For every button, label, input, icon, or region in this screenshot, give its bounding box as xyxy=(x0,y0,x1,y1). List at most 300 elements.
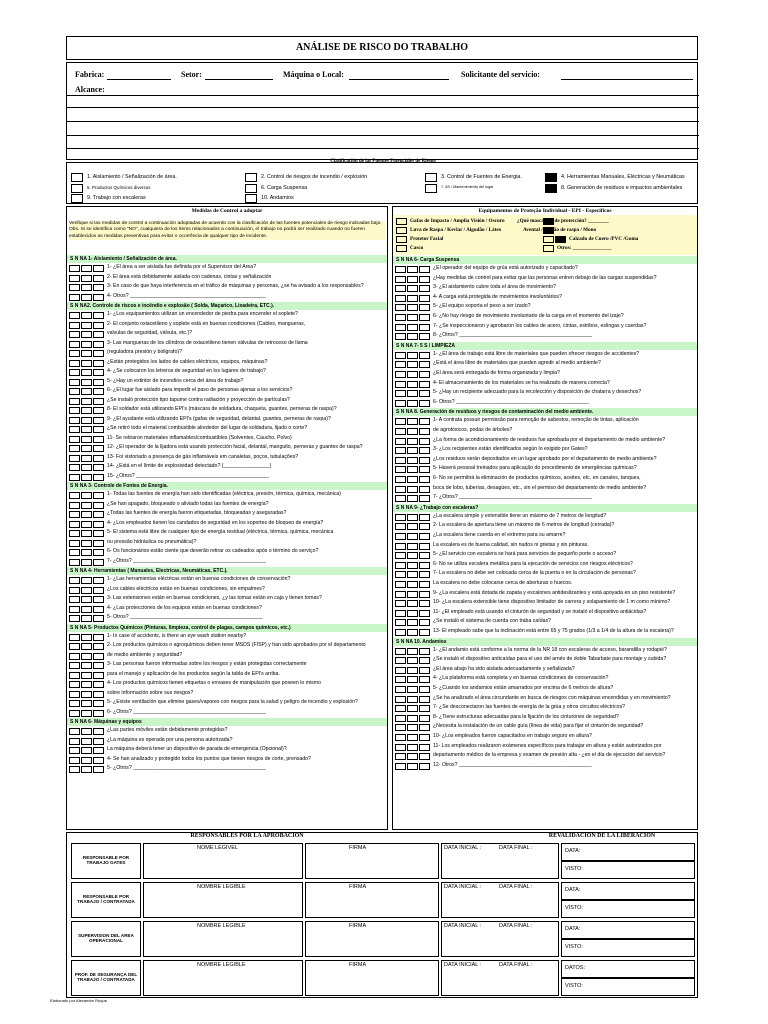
no-checkbox[interactable] xyxy=(407,600,418,607)
no-checkbox[interactable] xyxy=(81,398,92,405)
epi-checkbox-cinto[interactable] xyxy=(543,236,554,243)
checkbox-8[interactable] xyxy=(545,184,557,193)
no-checkbox[interactable] xyxy=(81,455,92,462)
yes-checkbox[interactable] xyxy=(69,710,80,717)
no-checkbox[interactable] xyxy=(407,276,418,283)
na-checkbox[interactable] xyxy=(419,763,430,770)
yes-checkbox[interactable] xyxy=(69,549,80,556)
na-checkbox[interactable] xyxy=(419,696,430,703)
na-checkbox[interactable] xyxy=(419,361,430,368)
na-checkbox[interactable] xyxy=(419,314,430,321)
yes-checkbox[interactable] xyxy=(69,388,80,395)
na-checkbox[interactable] xyxy=(419,686,430,693)
no-checkbox[interactable] xyxy=(407,657,418,664)
na-checkbox[interactable] xyxy=(93,700,104,707)
na-checkbox[interactable] xyxy=(419,753,430,760)
no-checkbox[interactable] xyxy=(407,744,418,751)
na-checkbox[interactable] xyxy=(419,552,430,559)
yes-checkbox[interactable] xyxy=(395,696,406,703)
yes-checkbox[interactable] xyxy=(395,447,406,454)
no-checkbox[interactable] xyxy=(407,352,418,359)
no-checkbox[interactable] xyxy=(407,438,418,445)
yes-checkbox[interactable] xyxy=(69,417,80,424)
na-checkbox[interactable] xyxy=(93,474,104,481)
yes-checkbox[interactable] xyxy=(395,523,406,530)
na-checkbox[interactable] xyxy=(93,577,104,584)
yes-checkbox[interactable] xyxy=(69,738,80,745)
yes-checkbox[interactable] xyxy=(395,476,406,483)
no-checkbox[interactable] xyxy=(81,530,92,537)
no-checkbox[interactable] xyxy=(81,265,92,272)
na-checkbox[interactable] xyxy=(93,426,104,433)
na-checkbox[interactable] xyxy=(93,436,104,443)
fabrica-field[interactable] xyxy=(107,79,171,80)
na-checkbox[interactable] xyxy=(419,495,430,502)
no-checkbox[interactable] xyxy=(407,648,418,655)
yes-checkbox[interactable] xyxy=(395,724,406,731)
no-checkbox[interactable] xyxy=(407,591,418,598)
yes-checkbox[interactable] xyxy=(69,322,80,329)
na-checkbox[interactable] xyxy=(93,369,104,376)
yes-checkbox[interactable] xyxy=(69,653,80,660)
no-checkbox[interactable] xyxy=(81,407,92,414)
na-checkbox[interactable] xyxy=(419,333,430,340)
no-checkbox[interactable] xyxy=(81,549,92,556)
na-checkbox[interactable] xyxy=(93,388,104,395)
yes-checkbox[interactable] xyxy=(395,686,406,693)
no-checkbox[interactable] xyxy=(407,629,418,636)
no-checkbox[interactable] xyxy=(81,312,92,319)
epi-checkbox-luva[interactable] xyxy=(396,227,407,234)
na-checkbox[interactable] xyxy=(93,445,104,452)
yes-checkbox[interactable] xyxy=(395,562,406,569)
yes-checkbox[interactable] xyxy=(395,543,406,550)
no-checkbox[interactable] xyxy=(81,728,92,735)
checkbox-6[interactable] xyxy=(245,184,257,193)
no-checkbox[interactable] xyxy=(407,457,418,464)
na-checkbox[interactable] xyxy=(93,596,104,603)
yes-checkbox[interactable] xyxy=(395,438,406,445)
yes-checkbox[interactable] xyxy=(395,581,406,588)
yes-checkbox[interactable] xyxy=(69,436,80,443)
checkbox-2[interactable] xyxy=(245,173,257,182)
no-checkbox[interactable] xyxy=(81,606,92,613)
no-checkbox[interactable] xyxy=(407,696,418,703)
na-checkbox[interactable] xyxy=(419,610,430,617)
no-checkbox[interactable] xyxy=(81,436,92,443)
yes-checkbox[interactable] xyxy=(69,577,80,584)
yes-checkbox[interactable] xyxy=(69,398,80,405)
yes-checkbox[interactable] xyxy=(69,369,80,376)
na-checkbox[interactable] xyxy=(419,447,430,454)
yes-checkbox[interactable] xyxy=(395,610,406,617)
alcance-line-5[interactable] xyxy=(67,148,699,149)
na-checkbox[interactable] xyxy=(419,667,430,674)
alcance-line-3[interactable] xyxy=(67,121,699,122)
no-checkbox[interactable] xyxy=(407,324,418,331)
yes-checkbox[interactable] xyxy=(69,331,80,338)
na-checkbox[interactable] xyxy=(93,455,104,462)
solicitante-field[interactable] xyxy=(561,79,693,80)
yes-checkbox[interactable] xyxy=(395,591,406,598)
na-checkbox[interactable] xyxy=(93,398,104,405)
yes-checkbox[interactable] xyxy=(69,341,80,348)
yes-checkbox[interactable] xyxy=(395,333,406,340)
na-checkbox[interactable] xyxy=(93,312,104,319)
checkbox-9[interactable] xyxy=(71,194,83,203)
maquina-field[interactable] xyxy=(349,79,449,80)
yes-checkbox[interactable] xyxy=(69,691,80,698)
no-checkbox[interactable] xyxy=(407,734,418,741)
yes-checkbox[interactable] xyxy=(69,606,80,613)
yes-checkbox[interactable] xyxy=(395,276,406,283)
yes-checkbox[interactable] xyxy=(69,681,80,688)
epi-checkbox-casco[interactable] xyxy=(396,245,407,252)
no-checkbox[interactable] xyxy=(407,495,418,502)
no-checkbox[interactable] xyxy=(407,381,418,388)
na-checkbox[interactable] xyxy=(93,265,104,272)
na-checkbox[interactable] xyxy=(419,676,430,683)
yes-checkbox[interactable] xyxy=(69,426,80,433)
yes-checkbox[interactable] xyxy=(69,379,80,386)
na-checkbox[interactable] xyxy=(93,502,104,509)
firma-box[interactable] xyxy=(305,843,439,879)
checkbox-4[interactable] xyxy=(545,173,557,182)
yes-checkbox[interactable] xyxy=(69,615,80,622)
yes-checkbox[interactable] xyxy=(395,457,406,464)
firma-box[interactable] xyxy=(305,921,439,957)
na-checkbox[interactable] xyxy=(419,324,430,331)
yes-checkbox[interactable] xyxy=(395,657,406,664)
epi-checkbox-calzado[interactable] xyxy=(555,236,566,243)
yes-checkbox[interactable] xyxy=(395,495,406,502)
yes-checkbox[interactable] xyxy=(395,753,406,760)
no-checkbox[interactable] xyxy=(407,763,418,770)
no-checkbox[interactable] xyxy=(81,559,92,566)
yes-checkbox[interactable] xyxy=(395,571,406,578)
yes-checkbox[interactable] xyxy=(69,455,80,462)
no-checkbox[interactable] xyxy=(81,322,92,329)
na-checkbox[interactable] xyxy=(93,360,104,367)
no-checkbox[interactable] xyxy=(81,474,92,481)
yes-checkbox[interactable] xyxy=(69,757,80,764)
no-checkbox[interactable] xyxy=(407,715,418,722)
no-checkbox[interactable] xyxy=(81,492,92,499)
yes-checkbox[interactable] xyxy=(69,747,80,754)
yes-checkbox[interactable] xyxy=(69,596,80,603)
yes-checkbox[interactable] xyxy=(69,284,80,291)
na-checkbox[interactable] xyxy=(419,486,430,493)
yes-checkbox[interactable] xyxy=(69,728,80,735)
no-checkbox[interactable] xyxy=(407,533,418,540)
na-checkbox[interactable] xyxy=(93,710,104,717)
na-checkbox[interactable] xyxy=(93,643,104,650)
na-checkbox[interactable] xyxy=(93,681,104,688)
na-checkbox[interactable] xyxy=(419,457,430,464)
no-checkbox[interactable] xyxy=(81,445,92,452)
na-checkbox[interactable] xyxy=(93,634,104,641)
no-checkbox[interactable] xyxy=(81,615,92,622)
no-checkbox[interactable] xyxy=(407,581,418,588)
na-checkbox[interactable] xyxy=(93,341,104,348)
no-checkbox[interactable] xyxy=(407,400,418,407)
no-checkbox[interactable] xyxy=(407,418,418,425)
no-checkbox[interactable] xyxy=(407,571,418,578)
yes-checkbox[interactable] xyxy=(69,766,80,773)
na-checkbox[interactable] xyxy=(419,352,430,359)
na-checkbox[interactable] xyxy=(419,266,430,273)
no-checkbox[interactable] xyxy=(81,341,92,348)
na-checkbox[interactable] xyxy=(419,533,430,540)
no-checkbox[interactable] xyxy=(407,371,418,378)
yes-checkbox[interactable] xyxy=(69,275,80,282)
no-checkbox[interactable] xyxy=(407,686,418,693)
yes-checkbox[interactable] xyxy=(69,511,80,518)
no-checkbox[interactable] xyxy=(407,619,418,626)
yes-checkbox[interactable] xyxy=(395,619,406,626)
reval-date-box[interactable] xyxy=(561,921,695,939)
yes-checkbox[interactable] xyxy=(395,600,406,607)
na-checkbox[interactable] xyxy=(419,418,430,425)
no-checkbox[interactable] xyxy=(81,426,92,433)
na-checkbox[interactable] xyxy=(419,591,430,598)
no-checkbox[interactable] xyxy=(81,691,92,698)
no-checkbox[interactable] xyxy=(407,266,418,273)
checkbox-3[interactable] xyxy=(425,173,437,182)
na-checkbox[interactable] xyxy=(419,629,430,636)
yes-checkbox[interactable] xyxy=(395,715,406,722)
na-checkbox[interactable] xyxy=(419,571,430,578)
no-checkbox[interactable] xyxy=(81,766,92,773)
na-checkbox[interactable] xyxy=(419,543,430,550)
na-checkbox[interactable] xyxy=(419,438,430,445)
no-checkbox[interactable] xyxy=(407,285,418,292)
yes-checkbox[interactable] xyxy=(69,312,80,319)
yes-checkbox[interactable] xyxy=(69,559,80,566)
no-checkbox[interactable] xyxy=(81,350,92,357)
na-checkbox[interactable] xyxy=(93,559,104,566)
no-checkbox[interactable] xyxy=(407,523,418,530)
na-checkbox[interactable] xyxy=(93,284,104,291)
na-checkbox[interactable] xyxy=(93,417,104,424)
no-checkbox[interactable] xyxy=(407,676,418,683)
yes-checkbox[interactable] xyxy=(69,634,80,641)
yes-checkbox[interactable] xyxy=(395,629,406,636)
no-checkbox[interactable] xyxy=(407,705,418,712)
na-checkbox[interactable] xyxy=(419,304,430,311)
yes-checkbox[interactable] xyxy=(395,352,406,359)
yes-checkbox[interactable] xyxy=(395,763,406,770)
na-checkbox[interactable] xyxy=(419,514,430,521)
yes-checkbox[interactable] xyxy=(395,381,406,388)
no-checkbox[interactable] xyxy=(407,543,418,550)
na-checkbox[interactable] xyxy=(93,549,104,556)
na-checkbox[interactable] xyxy=(93,747,104,754)
no-checkbox[interactable] xyxy=(81,747,92,754)
yes-checkbox[interactable] xyxy=(395,295,406,302)
yes-checkbox[interactable] xyxy=(395,533,406,540)
na-checkbox[interactable] xyxy=(419,523,430,530)
no-checkbox[interactable] xyxy=(81,511,92,518)
na-checkbox[interactable] xyxy=(419,744,430,751)
yes-checkbox[interactable] xyxy=(395,514,406,521)
checkbox-7[interactable] xyxy=(425,184,437,193)
na-checkbox[interactable] xyxy=(419,390,430,397)
yes-checkbox[interactable] xyxy=(395,667,406,674)
no-checkbox[interactable] xyxy=(407,610,418,617)
yes-checkbox[interactable] xyxy=(395,361,406,368)
yes-checkbox[interactable] xyxy=(395,744,406,751)
epi-checkbox-gafas[interactable] xyxy=(396,218,407,225)
na-checkbox[interactable] xyxy=(93,331,104,338)
alcance-line-4[interactable] xyxy=(67,135,699,136)
no-checkbox[interactable] xyxy=(81,577,92,584)
no-checkbox[interactable] xyxy=(81,464,92,471)
na-checkbox[interactable] xyxy=(419,657,430,664)
yes-checkbox[interactable] xyxy=(69,464,80,471)
na-checkbox[interactable] xyxy=(419,381,430,388)
no-checkbox[interactable] xyxy=(81,284,92,291)
yes-checkbox[interactable] xyxy=(69,265,80,272)
na-checkbox[interactable] xyxy=(93,766,104,773)
yes-checkbox[interactable] xyxy=(395,705,406,712)
no-checkbox[interactable] xyxy=(81,502,92,509)
na-checkbox[interactable] xyxy=(93,464,104,471)
no-checkbox[interactable] xyxy=(81,275,92,282)
no-checkbox[interactable] xyxy=(81,331,92,338)
no-checkbox[interactable] xyxy=(81,662,92,669)
no-checkbox[interactable] xyxy=(81,360,92,367)
no-checkbox[interactable] xyxy=(407,667,418,674)
no-checkbox[interactable] xyxy=(81,710,92,717)
no-checkbox[interactable] xyxy=(81,417,92,424)
yes-checkbox[interactable] xyxy=(69,672,80,679)
na-checkbox[interactable] xyxy=(419,466,430,473)
na-checkbox[interactable] xyxy=(93,738,104,745)
no-checkbox[interactable] xyxy=(81,738,92,745)
na-checkbox[interactable] xyxy=(93,530,104,537)
no-checkbox[interactable] xyxy=(81,369,92,376)
na-checkbox[interactable] xyxy=(419,476,430,483)
yes-checkbox[interactable] xyxy=(395,304,406,311)
na-checkbox[interactable] xyxy=(419,371,430,378)
no-checkbox[interactable] xyxy=(407,476,418,483)
yes-checkbox[interactable] xyxy=(395,390,406,397)
no-checkbox[interactable] xyxy=(407,295,418,302)
yes-checkbox[interactable] xyxy=(395,552,406,559)
no-checkbox[interactable] xyxy=(81,700,92,707)
no-checkbox[interactable] xyxy=(407,552,418,559)
yes-checkbox[interactable] xyxy=(395,418,406,425)
na-checkbox[interactable] xyxy=(93,606,104,613)
no-checkbox[interactable] xyxy=(81,294,92,301)
yes-checkbox[interactable] xyxy=(69,530,80,537)
yes-checkbox[interactable] xyxy=(395,266,406,273)
reval-date-box[interactable] xyxy=(561,843,695,861)
firma-box[interactable] xyxy=(305,882,439,918)
na-checkbox[interactable] xyxy=(419,600,430,607)
alcance-line-2[interactable] xyxy=(67,107,699,108)
no-checkbox[interactable] xyxy=(407,562,418,569)
na-checkbox[interactable] xyxy=(93,294,104,301)
na-checkbox[interactable] xyxy=(93,540,104,547)
na-checkbox[interactable] xyxy=(93,275,104,282)
no-checkbox[interactable] xyxy=(81,379,92,386)
no-checkbox[interactable] xyxy=(81,596,92,603)
na-checkbox[interactable] xyxy=(419,562,430,569)
yes-checkbox[interactable] xyxy=(69,643,80,650)
na-checkbox[interactable] xyxy=(93,350,104,357)
na-checkbox[interactable] xyxy=(419,295,430,302)
na-checkbox[interactable] xyxy=(93,511,104,518)
yes-checkbox[interactable] xyxy=(395,466,406,473)
yes-checkbox[interactable] xyxy=(395,428,406,435)
no-checkbox[interactable] xyxy=(81,757,92,764)
na-checkbox[interactable] xyxy=(93,615,104,622)
yes-checkbox[interactable] xyxy=(395,734,406,741)
epi-checkbox-otros[interactable] xyxy=(543,245,554,252)
no-checkbox[interactable] xyxy=(81,643,92,650)
yes-checkbox[interactable] xyxy=(69,492,80,499)
na-checkbox[interactable] xyxy=(419,581,430,588)
no-checkbox[interactable] xyxy=(407,466,418,473)
na-checkbox[interactable] xyxy=(419,276,430,283)
yes-checkbox[interactable] xyxy=(69,360,80,367)
na-checkbox[interactable] xyxy=(419,715,430,722)
na-checkbox[interactable] xyxy=(93,521,104,528)
setor-field[interactable] xyxy=(205,79,273,80)
yes-checkbox[interactable] xyxy=(69,502,80,509)
na-checkbox[interactable] xyxy=(93,662,104,669)
na-checkbox[interactable] xyxy=(419,724,430,731)
yes-checkbox[interactable] xyxy=(69,540,80,547)
na-checkbox[interactable] xyxy=(93,322,104,329)
no-checkbox[interactable] xyxy=(407,724,418,731)
na-checkbox[interactable] xyxy=(93,587,104,594)
yes-checkbox[interactable] xyxy=(395,400,406,407)
na-checkbox[interactable] xyxy=(93,672,104,679)
yes-checkbox[interactable] xyxy=(395,486,406,493)
yes-checkbox[interactable] xyxy=(69,474,80,481)
no-checkbox[interactable] xyxy=(81,672,92,679)
reval-date-box[interactable] xyxy=(561,882,695,900)
yes-checkbox[interactable] xyxy=(69,700,80,707)
no-checkbox[interactable] xyxy=(407,390,418,397)
no-checkbox[interactable] xyxy=(81,681,92,688)
yes-checkbox[interactable] xyxy=(69,521,80,528)
epi-checkbox-protetor[interactable] xyxy=(396,236,407,243)
na-checkbox[interactable] xyxy=(93,379,104,386)
na-checkbox[interactable] xyxy=(93,492,104,499)
yes-checkbox[interactable] xyxy=(69,350,80,357)
no-checkbox[interactable] xyxy=(81,521,92,528)
no-checkbox[interactable] xyxy=(81,388,92,395)
no-checkbox[interactable] xyxy=(407,753,418,760)
no-checkbox[interactable] xyxy=(407,304,418,311)
na-checkbox[interactable] xyxy=(93,757,104,764)
na-checkbox[interactable] xyxy=(93,407,104,414)
alcance-line-1[interactable] xyxy=(67,95,699,96)
firma-box[interactable] xyxy=(305,960,439,996)
yes-checkbox[interactable] xyxy=(395,324,406,331)
yes-checkbox[interactable] xyxy=(69,445,80,452)
no-checkbox[interactable] xyxy=(407,514,418,521)
yes-checkbox[interactable] xyxy=(395,371,406,378)
checkbox-10[interactable] xyxy=(245,194,257,203)
na-checkbox[interactable] xyxy=(419,705,430,712)
no-checkbox[interactable] xyxy=(407,428,418,435)
na-checkbox[interactable] xyxy=(419,428,430,435)
